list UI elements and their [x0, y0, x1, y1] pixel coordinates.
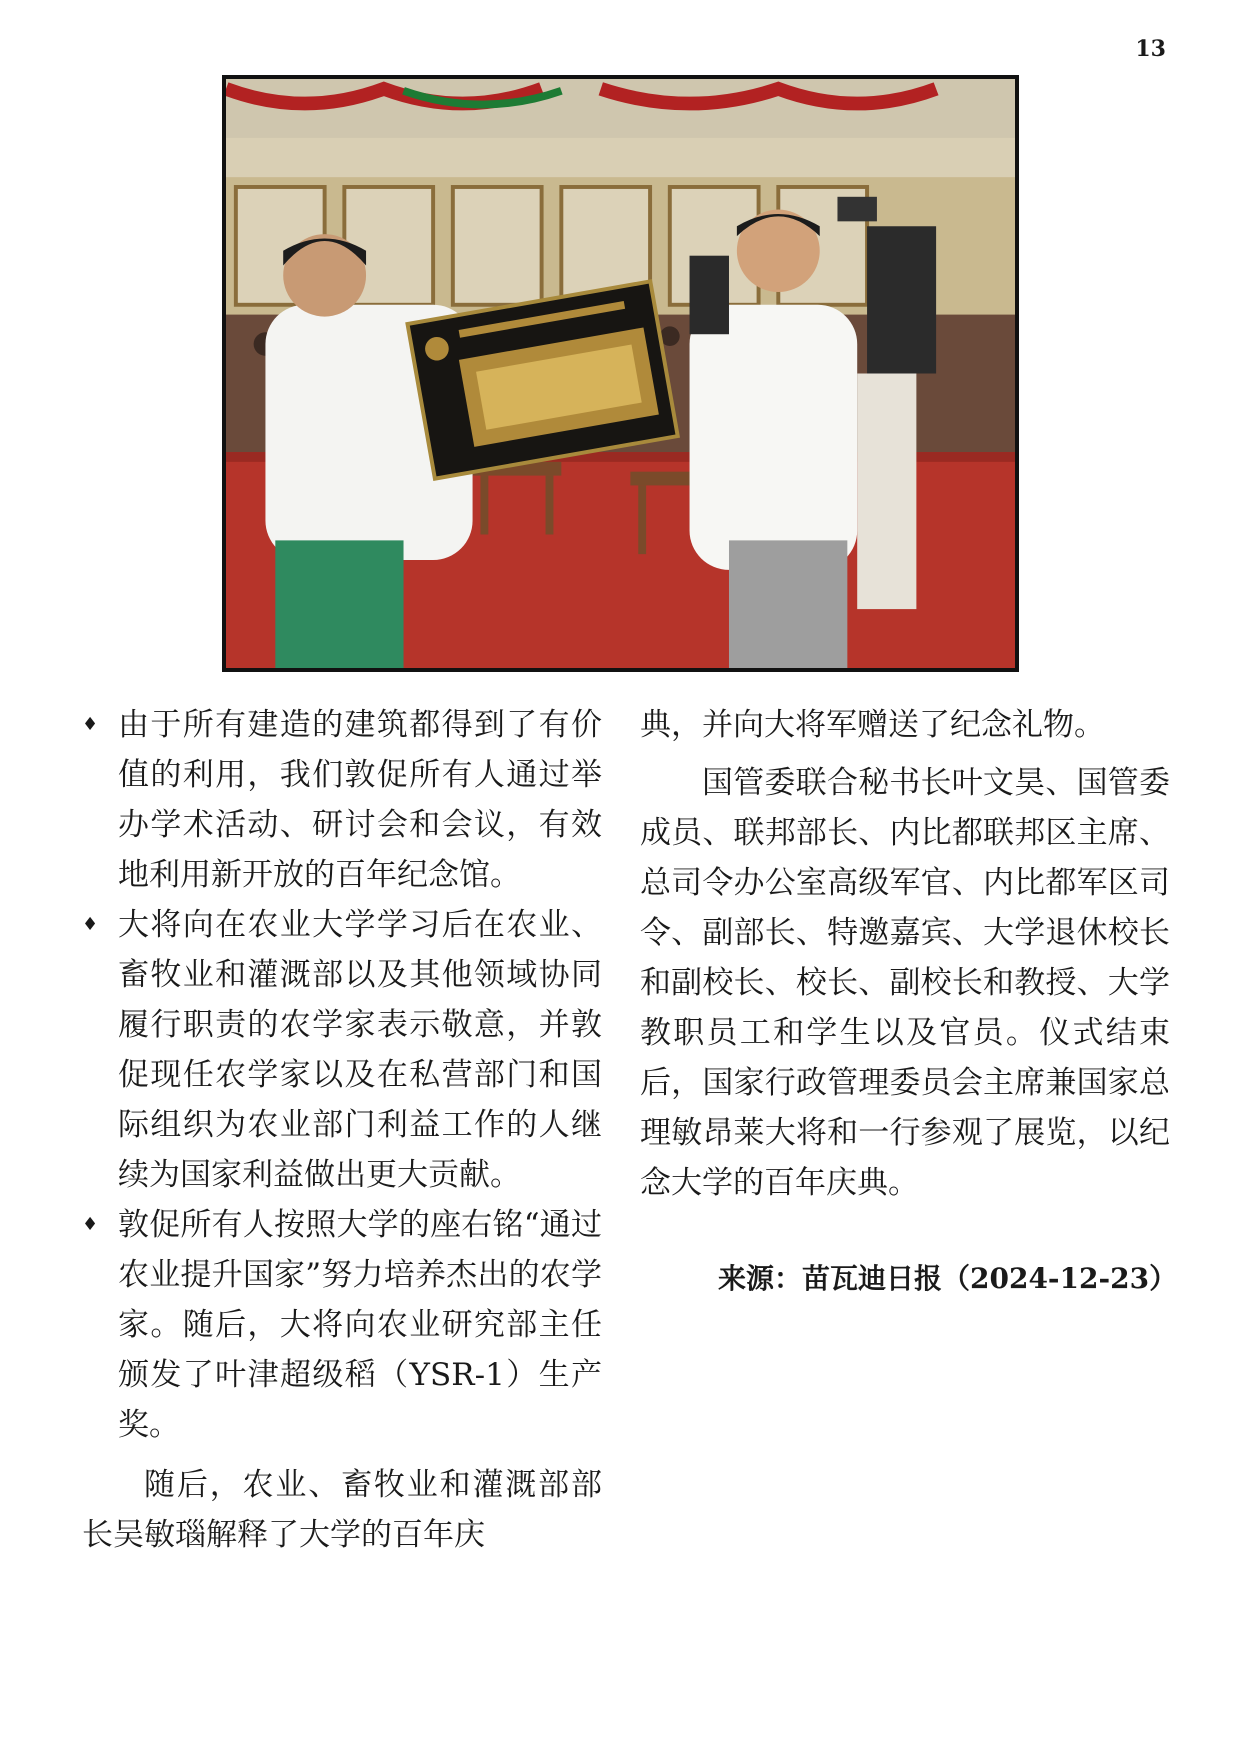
right-column	[640, 700, 1178, 1304]
bullet-text: 由于所有建造的建筑都得到了有价值的利用，我们敦促所有人通过举办学术活动、研讨会和会议，有效地利用新开放的百年纪念馆。	[118, 707, 602, 893]
bullet-item	[82, 900, 602, 1200]
bullet-mark-icon: ♦	[82, 1214, 99, 1235]
bullet-text: 敦促所有人按照大学的座右铭“通过农业提升国家”努力培养杰出的农学家。随后，大将向农业研究部主任颁发了叶津超级稻（YSR-1）生产奖。	[118, 1207, 602, 1443]
continued-paragraph: 典，并向大将军赠送了纪念礼物。	[640, 707, 1105, 743]
body-paragraph: 随后，农业、畜牧业和灌溉部部长吴敏瑙解释了大学的百年庆	[82, 1467, 602, 1553]
bullet-mark-icon: ♦	[82, 714, 99, 735]
body-paragraph: 国管委联合秘书长叶文昊、国管委成员、联邦部长、内比都联邦区主席、总司令办公室高级军官、内比都军区司令、副部长、特邀嘉宾、大学退休校长和副校长、校长、副校长和教授、大学教职员工和学生以及官员。仪式结束后，国家行政管理委员会主席兼国家总理敏昂莱大将和一行参观了展览，以纪念大学的百年庆典。	[640, 765, 1170, 1201]
page-number: 13	[1135, 36, 1166, 62]
news-photo	[222, 75, 1019, 672]
left-column	[82, 700, 602, 1560]
photo-illustration	[226, 79, 1015, 668]
bullet-mark-icon: ♦	[82, 914, 99, 935]
source-citation: 来源：苗瓦迪日报（2024-12-23）	[718, 1262, 1178, 1295]
bullet-item	[82, 1200, 602, 1450]
bullet-text: 大将向在农业大学学习后在农业、畜牧业和灌溉部以及其他领域协同履行职责的农学家表示敬意，并敦促现任农学家以及在私营部门和国际组织为农业部门利益工作的人继续为国家利益做出更大贡献。	[118, 907, 602, 1193]
bullet-item	[82, 700, 602, 900]
